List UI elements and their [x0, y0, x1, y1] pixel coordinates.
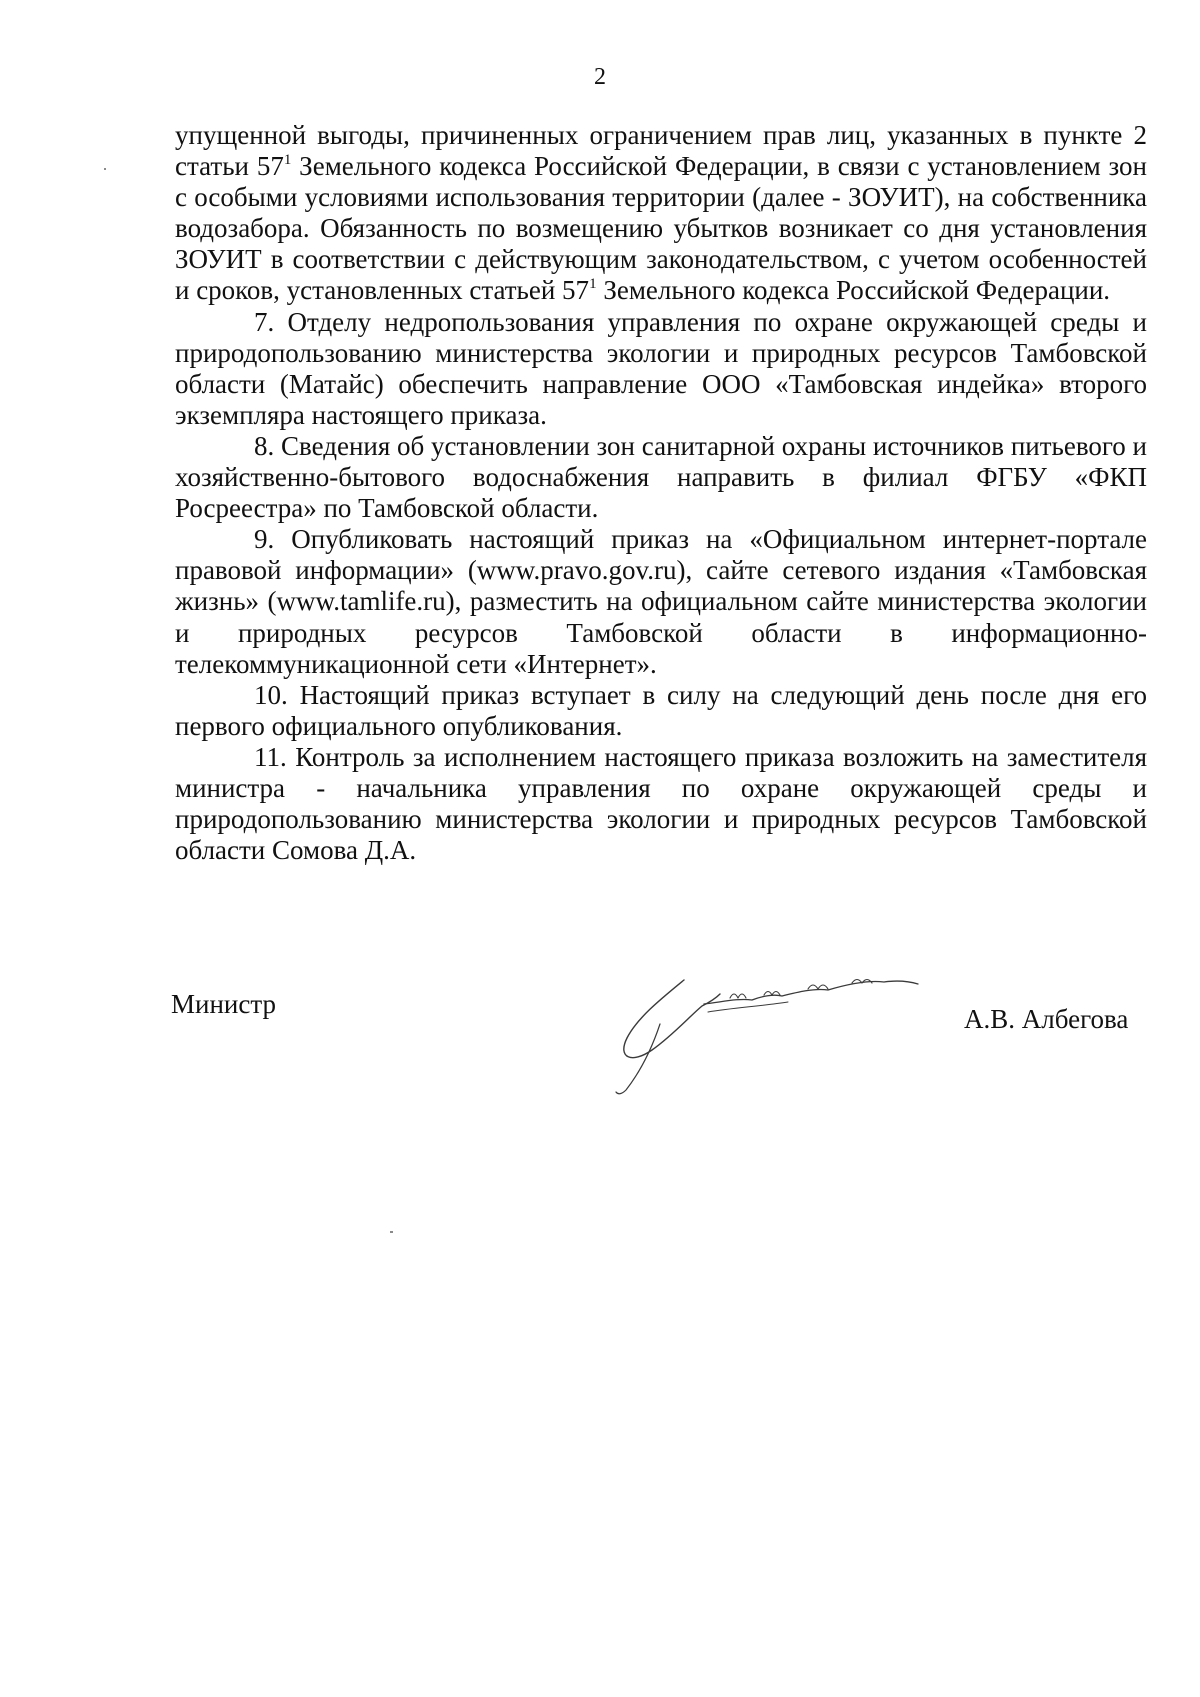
handwritten-signature	[612, 968, 922, 1098]
paragraph-item-7: 7. Отделу недропользования управления по охране окружающей среды и природопользованию министерства экологии и природных ресурсов Тамбовской области (Матайс) обеспечить направление ООО «Тамбовская индейка» второго экземпляра настоящего приказа.	[175, 306, 1147, 430]
superscript-1: 1	[283, 152, 292, 169]
paragraph-item-11: 11. Контроль за исполнением настоящего приказа возложить на заместителя министра - начальника управления по охране окружающей среды и природопользованию министерства экологии и природных ресурсов Тамбовской области Сомова Д.А.	[175, 741, 1147, 866]
paragraph-continuation	[175, 120, 1147, 307]
signature-stroke-tail	[704, 981, 918, 1004]
paragraph-continuation-part-2: Земельного кодекса Российской Федерации, в связи с установлением зон с особыми условиями использования территории (далее - ЗОУИТ), на собственника водозабора. Обязанность по возмещению убытков возникает со дня установления ЗОУИТ в соответствии с действующим законодательством, с учетом особенностей и сроков, установленных статьей 57	[175, 151, 1147, 306]
paragraph-continuation-part-3: Земельного кодекса Российской Федерации.	[596, 275, 1111, 306]
superscript-1: 1	[589, 276, 597, 293]
scan-speck	[104, 168, 106, 170]
signature-stroke-lower	[708, 1002, 788, 1012]
signature-stroke-loops	[730, 980, 872, 999]
paragraph-item-9: 9. Опубликовать настоящий приказ на «Официальном интернет-портале правовой информации» (www.pravo.gov.ru), сайте сетевого издания «Тамбовская жизнь» (www.tamlife.ru), разместить на официальном сайте министерства экологии и природных ресурсов Тамбовской области в информационно-телекоммуникационной сети «Интернет».	[175, 524, 1147, 679]
signature-stroke-main	[624, 980, 720, 1058]
signatory-title: Министр	[171, 989, 276, 1019]
document-body	[175, 120, 1147, 866]
paragraph-item-10: 10. Настоящий приказ вступает в силу на следующий день после дня его первого официального опубликования.	[175, 679, 1147, 741]
page-number: 2	[594, 64, 606, 90]
signature-stroke-loop	[616, 1024, 660, 1094]
scan-speck	[390, 1231, 393, 1233]
paragraph-item-8: 8. Сведения об установлении зон санитарной охраны источников питьевого и хозяйственно-бытового водоснабжения направить в филиал ФГБУ «ФКП Росреестра» по Тамбовской области.	[175, 430, 1147, 524]
signatory-name: А.В. Албегова	[964, 1004, 1129, 1034]
paragraph-continuation-part-1: упущенной выгоды, причиненных ограничением прав лиц, указанных в пункте 2 статьи 57	[175, 120, 1147, 182]
